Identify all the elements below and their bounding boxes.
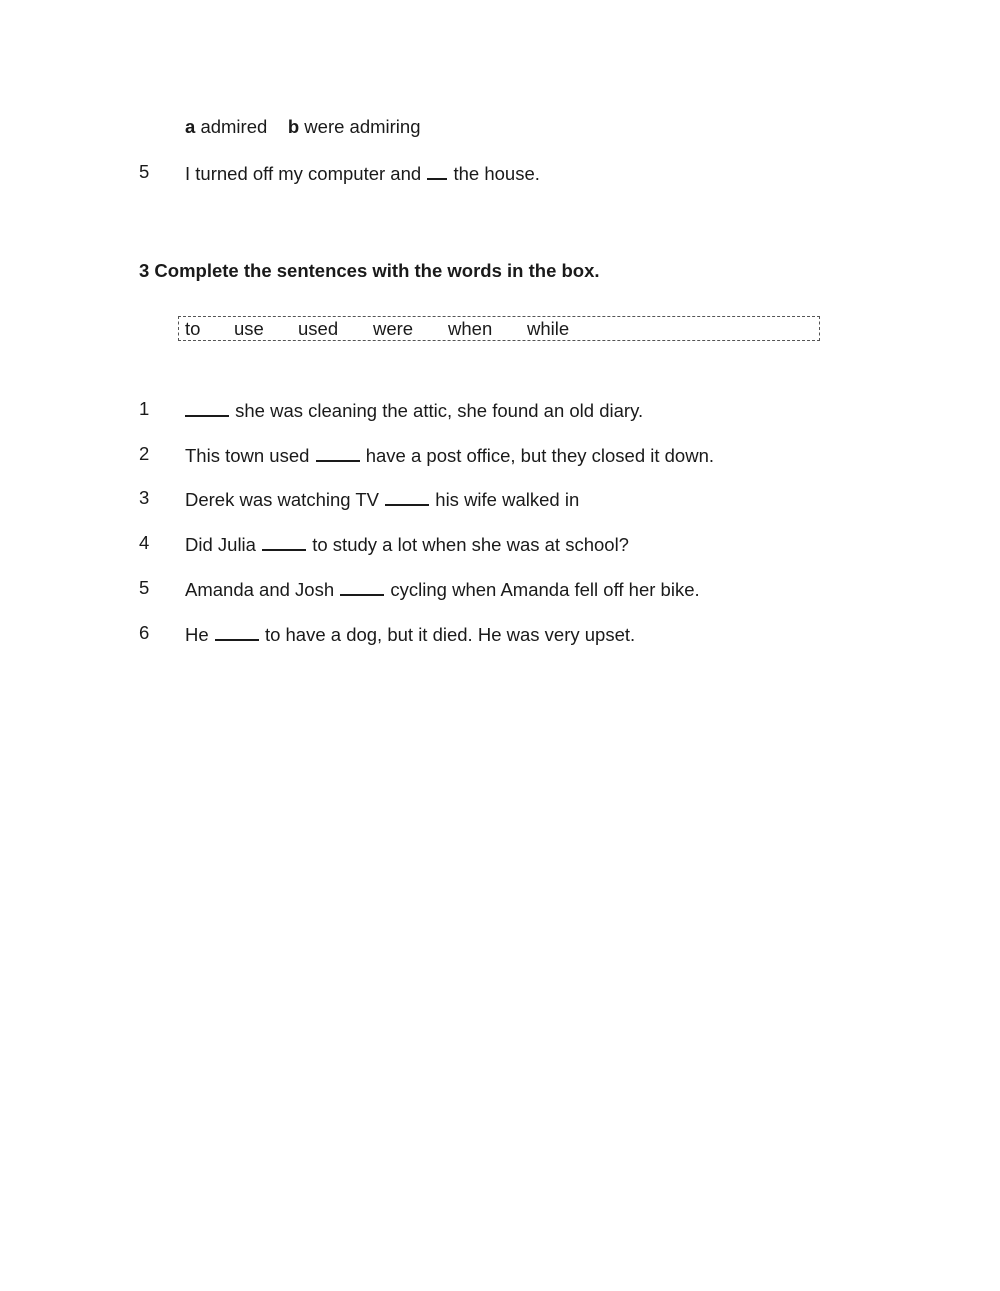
option-a-text: admired — [200, 116, 268, 137]
answer-blank[interactable] — [427, 160, 447, 180]
exercise-item-1 — [185, 397, 643, 423]
prev-item-5-number: 5 — [139, 161, 150, 182]
exercise-item-4 — [185, 531, 629, 557]
exercise-item-5 — [185, 576, 700, 602]
prev-item-5-before: I turned off my computer and — [185, 163, 422, 184]
word-box — [178, 316, 820, 341]
prev-item-5 — [185, 160, 540, 186]
word-box-word: use — [234, 318, 264, 339]
answer-blank[interactable] — [185, 397, 229, 417]
word-box-word: to — [185, 318, 201, 339]
item-after: to have a dog, but it died. He was very upset. — [264, 624, 636, 645]
option-a-letter: a — [185, 116, 196, 137]
item-number: 4 — [139, 532, 150, 553]
option-b-letter: b — [287, 116, 300, 137]
exercise-item-6 — [185, 621, 635, 647]
item-before: Amanda and Josh — [185, 579, 335, 600]
answer-blank[interactable] — [262, 531, 306, 551]
answer-blank[interactable] — [316, 442, 360, 462]
answer-blank[interactable] — [385, 486, 429, 506]
item-number: 5 — [139, 577, 150, 598]
item-before: Did Julia — [185, 534, 256, 555]
item-number: 2 — [139, 443, 150, 464]
word-box-word: used — [298, 318, 339, 339]
item-number: 1 — [139, 398, 150, 419]
item-after: have a post office, but they closed it down. — [365, 445, 715, 466]
option-b-text: were admiring — [304, 116, 421, 137]
exercise-item-2 — [185, 442, 714, 468]
word-box-word: when — [448, 318, 493, 339]
prev-item-5-after: the house. — [453, 163, 540, 184]
item-number: 3 — [139, 487, 150, 508]
item-after: his wife walked in — [435, 489, 580, 510]
word-box-word: while — [527, 318, 570, 339]
item-after: to study a lot when she was at school? — [312, 534, 629, 555]
exercise-heading: 3 Complete the sentences with the words in the box. — [139, 260, 600, 281]
answer-blank[interactable] — [340, 576, 384, 596]
prev-options — [185, 115, 420, 139]
item-before: This town used — [185, 445, 310, 466]
item-after: cycling when Amanda fell off her bike. — [390, 579, 700, 600]
item-before: Derek was watching TV — [185, 489, 379, 510]
exercise-item-3 — [185, 486, 579, 512]
word-box-word: were — [373, 318, 414, 339]
item-number: 6 — [139, 622, 150, 643]
item-after: she was cleaning the attic, she found an old diary. — [235, 400, 644, 421]
answer-blank[interactable] — [215, 621, 259, 641]
item-before: He — [185, 624, 209, 645]
